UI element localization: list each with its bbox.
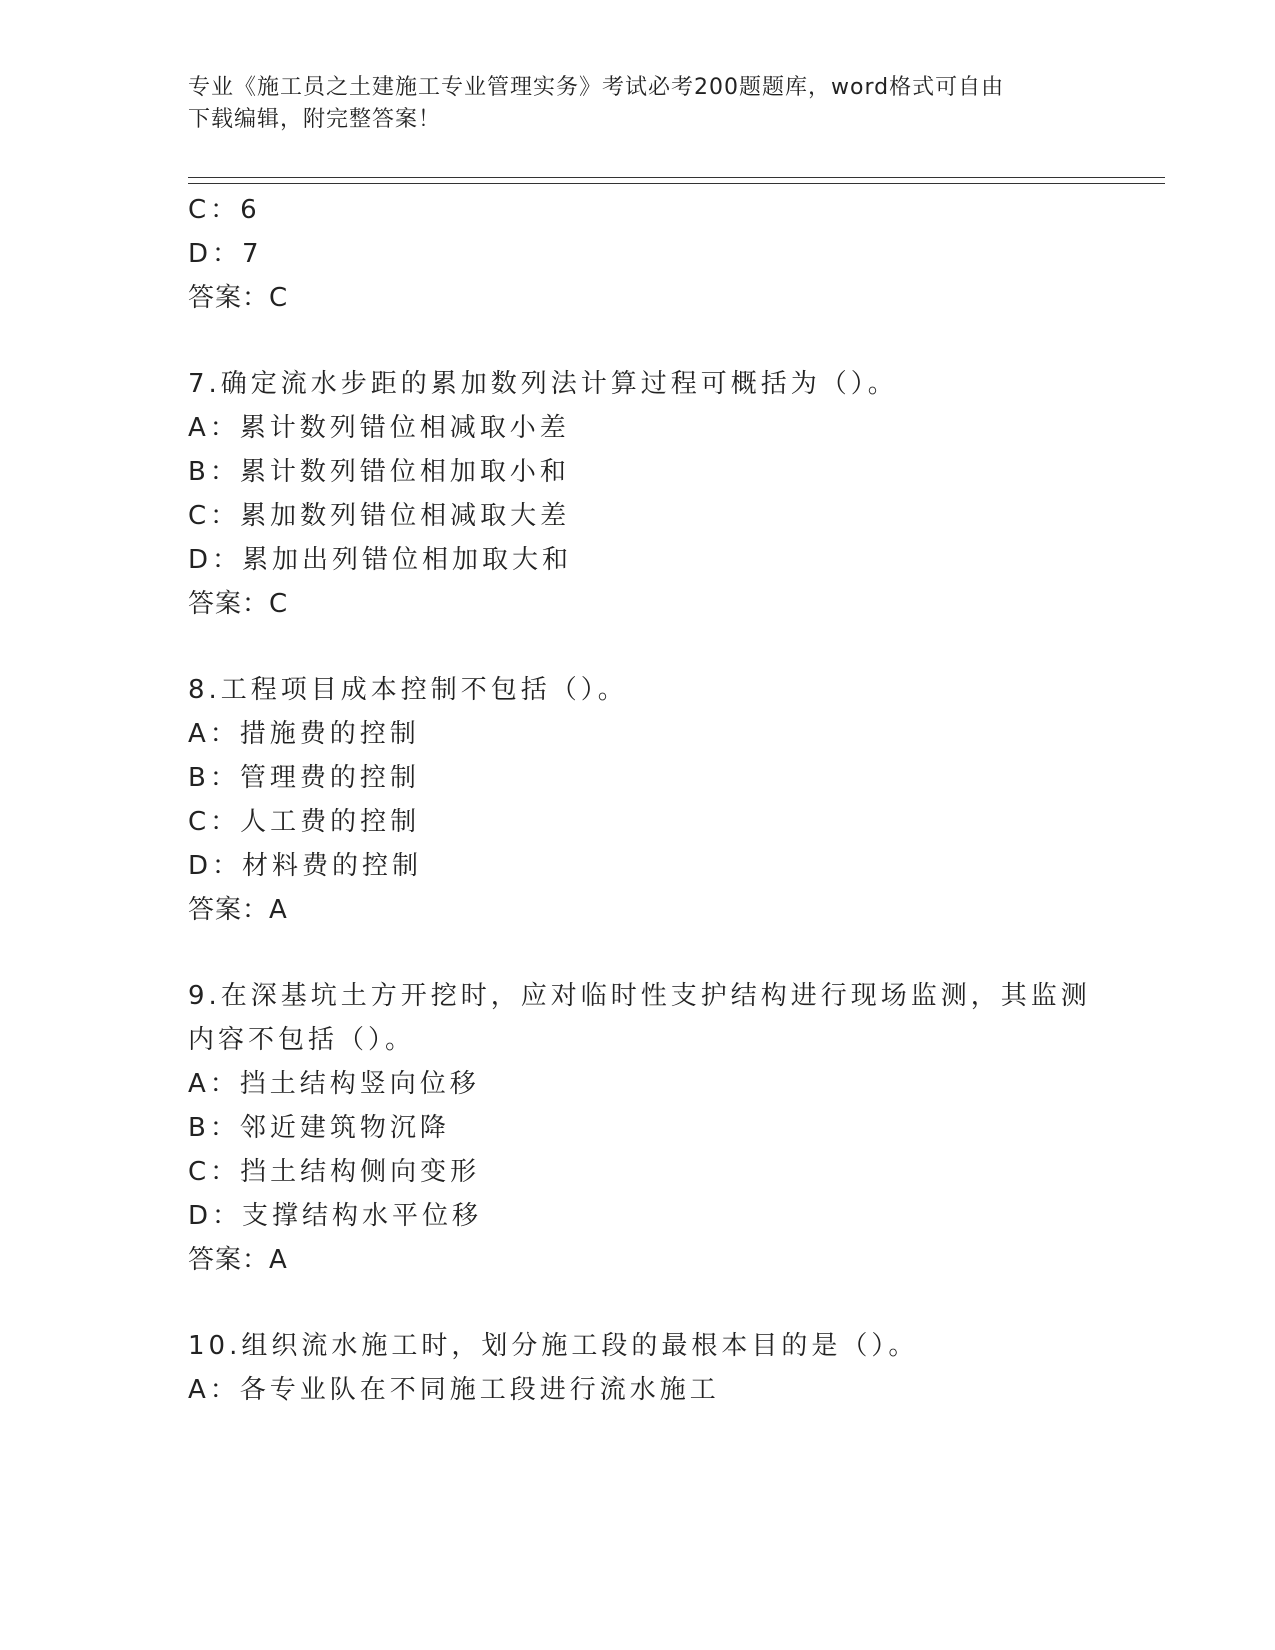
q7-option-b: B：累计数列错位相加取小和 [188, 457, 570, 487]
q8-question: 8.工程项目成本控制不包括（）。 [188, 675, 628, 705]
q8-option-b: B：管理费的控制 [188, 763, 420, 793]
document-header [188, 72, 1088, 136]
q8-option-a: A：措施费的控制 [188, 719, 420, 749]
q9-answer: 答案：A [188, 1245, 288, 1275]
q8-option-c: C：人工费的控制 [188, 807, 421, 837]
q8-option-d: D：材料费的控制 [188, 851, 423, 881]
q7-question: 7.确定流水步距的累加数列法计算过程可概括为（）。 [188, 369, 898, 399]
q7-option-d: D：累加出列错位相加取大和 [188, 545, 573, 575]
q6-answer: 答案：C [188, 283, 289, 313]
q6-option-d: D：7 [188, 239, 263, 269]
q10-option-a: A：各专业队在不同施工段进行流水施工 [188, 1375, 720, 1405]
q7-option-a: A：累计数列错位相减取小差 [188, 413, 570, 443]
q7-option-c: C：累加数列错位相减取大差 [188, 501, 571, 531]
header-divider-bottom [188, 183, 1165, 184]
q9-question-line-2: 内容不包括（）。 [188, 1025, 416, 1055]
q6-option-c: C：6 [188, 195, 261, 225]
q7-answer: 答案：C [188, 589, 289, 619]
header-divider-top [188, 177, 1165, 178]
q9-question-line-1: 9.在深基坑土方开挖时，应对临时性支护结构进行现场监测，其监测 [188, 981, 1091, 1011]
q9-option-b: B：邻近建筑物沉降 [188, 1113, 450, 1143]
header-line-1: 专业《施工员之土建施工专业管理实务》考试必考200题题库，word格式可自由 [188, 75, 1005, 100]
q8-answer: 答案：A [188, 895, 288, 925]
header-line-2: 下载编辑，附完整答案！ [188, 107, 442, 132]
q9-option-a: A：挡土结构竖向位移 [188, 1069, 480, 1099]
q9-option-d: D：支撑结构水平位移 [188, 1201, 483, 1231]
q9-option-c: C：挡土结构侧向变形 [188, 1157, 481, 1187]
q10-question: 10.组织流水施工时，划分施工段的最根本目的是（）。 [188, 1331, 919, 1361]
